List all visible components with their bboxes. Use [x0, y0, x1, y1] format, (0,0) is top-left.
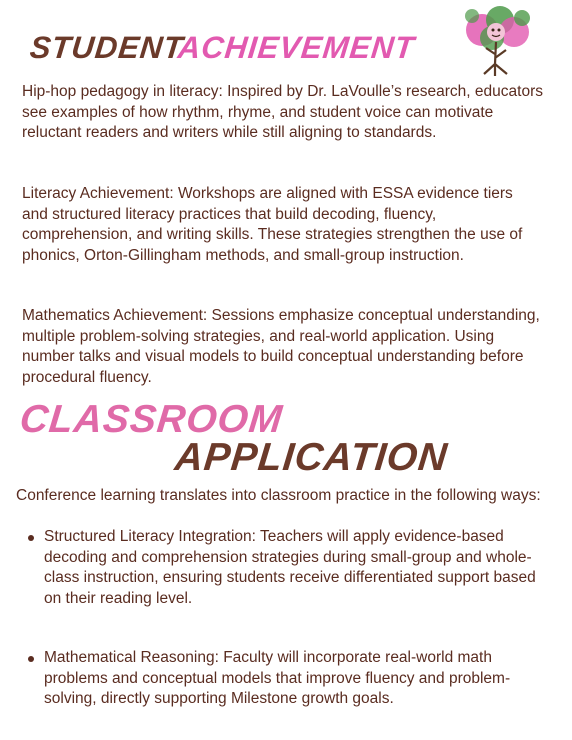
heading-achievement: ACHIEVEMENT [176, 30, 417, 65]
list-item [28, 648, 538, 710]
bullet-dot-icon [28, 656, 34, 662]
paragraph-intro: Conference learning translates into classroom practice in the following ways: [16, 487, 541, 504]
bullet-list-literacy [28, 527, 538, 609]
tree-logo-icon [452, 2, 542, 82]
bullet-list-math [28, 648, 538, 710]
bullet-dot-icon [28, 535, 34, 541]
bullet-text: Mathematical Reasoning: Faculty will incorporate real-world math problems and conceptual models that improve fluency and problem-solving, directly supporting Milestone growth goals. [44, 649, 511, 707]
paragraph-math: Mathematics Achievement: Sessions emphasize conceptual understanding, multiple problem-solving strategies, and real-world application. Using number talks and visual models to build conceptual understanding before procedural fluency. [22, 307, 540, 386]
bullet-text: Structured Literacy Integration: Teachers will apply evidence-based decoding and comprehension strategies during small-group and whole-class instruction, ensuring students receive differentiated support based on their reading level. [44, 528, 536, 607]
heading-classroom: CLASSROOM [17, 398, 285, 441]
heading-student: STUDENT [28, 30, 186, 65]
heading-application: APPLICATION [172, 436, 450, 479]
paragraph-hiphop: Hip-hop pedagogy in literacy: Inspired by Dr. LaVoulle’s research, educators see examples of how rhythm, rhyme, and student voice can motivate reluctant readers and writers while still aligning to standards. [22, 83, 543, 141]
paragraph-literacy: Literacy Achievement: Workshops are aligned with ESSA evidence tiers and structured literacy practices that build decoding, fluency, comprehension, and writing skills. These strategies strengthen the use of phonics, Orton-Gillingham methods, and small-group instruction. [22, 185, 523, 264]
list-item [28, 527, 538, 609]
